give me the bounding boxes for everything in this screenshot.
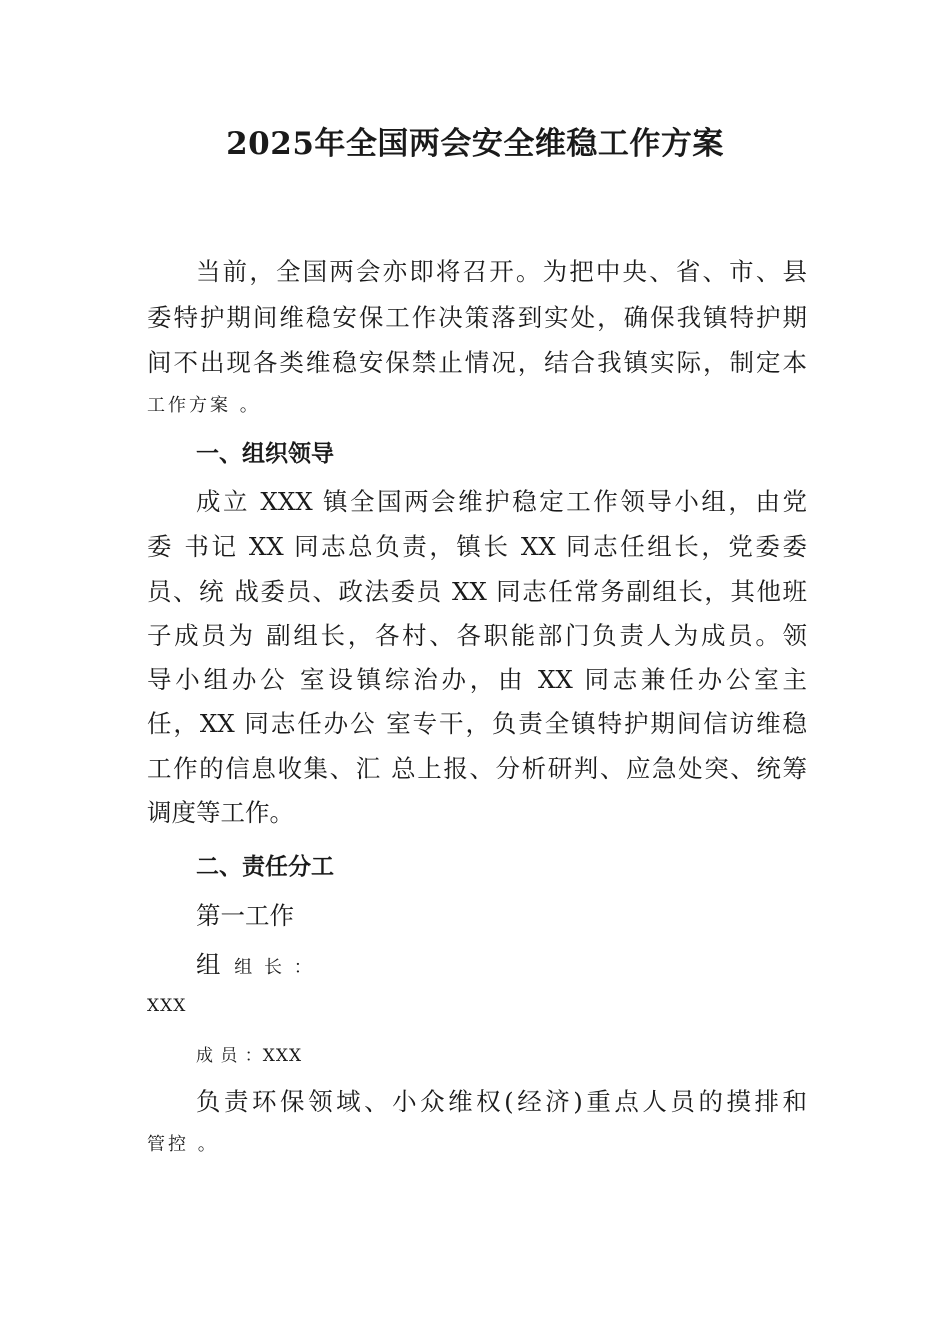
section-1-line-1: 成立 XXX 镇全国两会维护稳定工作领导小组，由党: [196, 487, 807, 516]
group-members: 成 员 ：XXX: [196, 1046, 303, 1066]
document-title: 2025年全国两会安全维稳工作方案: [226, 126, 724, 162]
section-1-line-5: 导小组办公 室设镇综治办，由 XX 同志兼任办公室主: [147, 665, 807, 694]
section-1-line-7: 工作的信息收集、汇 总上报、分析研判、应急处突、统筹: [147, 754, 807, 783]
duty-line-2: 管控 。: [147, 1134, 219, 1155]
duty-line-1: 负责环保领域、小众维权(经济)重点人员的摸排和: [196, 1087, 807, 1116]
intro-line-3: 间不出现各类维稳安保禁止情况，结合我镇实际，制定本: [147, 348, 807, 377]
group-leader-row: [196, 949, 807, 984]
intro-line-1: 当前，全国两会亦即将召开。为把中央、省、市、县: [196, 257, 807, 286]
group-leader-label: 组 长 ：: [234, 957, 315, 978]
section-1-line-6: 任，XX 同志任办公 室专干，负责全镇特护期间信访维稳: [147, 709, 807, 738]
section-2-heading: 二、责任分工: [196, 854, 334, 880]
section-1-line-2: 委 书记 XX 同志总负责，镇长 XX 同志任组长，党委委: [147, 532, 807, 561]
intro-line-4: 工作方案 。: [147, 395, 261, 416]
work-group-title: 第一工作: [196, 901, 294, 930]
section-1-line-3: 员、统 战委员、政法委员 XX 同志任常务副组长，其他班: [147, 577, 807, 606]
group-leader-value: XXX: [147, 996, 187, 1016]
section-1-line-4: 子成员为 副组长，各村、各职能部门负责人为成员。领: [147, 621, 807, 650]
section-1-line-8: 调度等工作。: [147, 798, 294, 827]
section-1-heading: 一、组织领导: [196, 441, 334, 467]
intro-line-2: 委特护期间维稳安保工作决策落到实处，确保我镇特护期: [147, 303, 807, 332]
group-label: 组: [196, 950, 221, 979]
